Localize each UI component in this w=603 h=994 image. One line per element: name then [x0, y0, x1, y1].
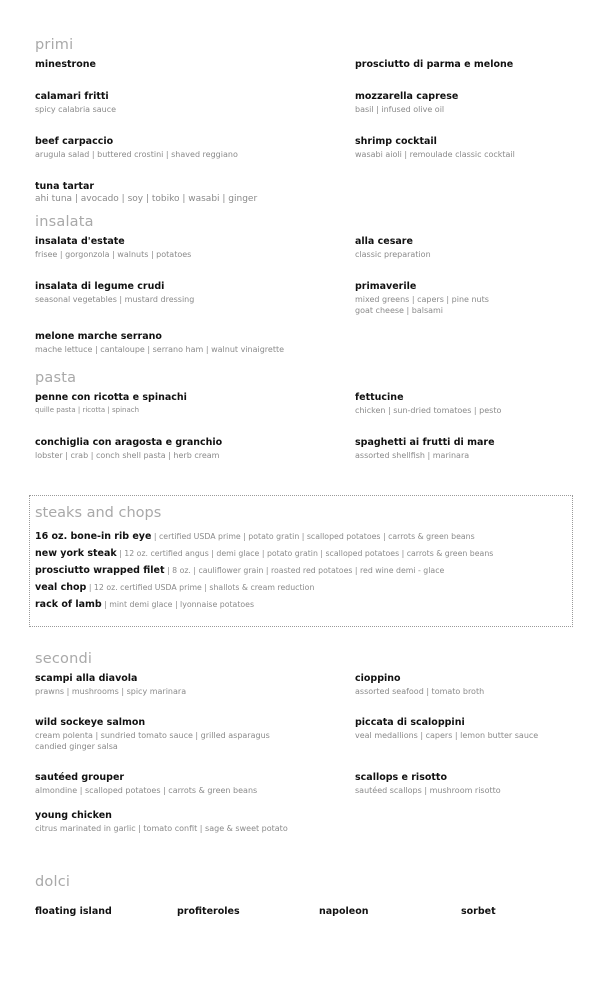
- section-title-steaks: steaks and chops: [35, 505, 162, 521]
- item-name: piccata di scaloppini: [355, 717, 465, 728]
- menu-item-shrimp-cocktail: [355, 136, 595, 160]
- item-description: almondine | scalloped potatoes | carrots & green beans: [35, 786, 258, 795]
- item-name: tuna tartar: [35, 181, 95, 192]
- item-name: melone marche serrano: [35, 331, 162, 342]
- menu-item-alla-cesare: [355, 236, 595, 260]
- menu-item-ribeye: [35, 528, 475, 543]
- menu-item-grouper: [35, 772, 275, 796]
- item-description: frisee | gorgonzola | walnuts | potatoes: [35, 250, 192, 259]
- section-title-dolci: dolci: [35, 874, 71, 890]
- item-name: prosciutto wrapped filet: [35, 565, 165, 576]
- menu-item-piccata: [355, 717, 595, 741]
- menu-item-prosciutto-filet: [35, 562, 444, 577]
- menu-item-calamari: [35, 91, 275, 115]
- item-name: scallops e risotto: [355, 772, 447, 783]
- item-name: new york steak: [35, 548, 117, 559]
- menu-item-primaverile: [355, 281, 595, 316]
- item-name: rack of lamb: [35, 599, 102, 610]
- menu-item-insalata-estate: [35, 236, 275, 260]
- item-name: fettucine: [355, 392, 404, 403]
- section-title-secondi: secondi: [35, 651, 93, 667]
- item-description: arugula salad | buttered crostini | shaved reggiano: [35, 150, 238, 159]
- item-description: | 12 oz. certified angus | demi glace | potato gratin | scalloped potatoes | carrots & green beans: [116, 549, 494, 558]
- item-description: wasabi aioli | remoulade classic cocktail: [355, 150, 515, 159]
- dolci-item: floating island: [35, 906, 112, 917]
- item-description: spicy calabria sauce: [35, 105, 117, 114]
- menu-item-young-chicken: [35, 810, 288, 834]
- item-description: seasonal vegetables | mustard dressing: [35, 295, 195, 304]
- menu-item-conchiglia: [35, 437, 275, 461]
- item-description: citrus marinated in garlic | tomato confit | sage & sweet potato: [35, 824, 288, 833]
- item-description: chicken | sun-dried tomatoes | pesto: [355, 406, 502, 415]
- menu-item-salmon: [35, 717, 275, 752]
- item-name: sautéed grouper: [35, 772, 125, 783]
- item-description: prawns | mushrooms | spicy marinara: [35, 687, 187, 696]
- item-name: alla cesare: [355, 236, 413, 247]
- menu-item-cioppino: [355, 673, 595, 697]
- item-name: cioppino: [355, 673, 401, 684]
- item-description: quille pasta | ricotta | spinach: [35, 406, 140, 414]
- menu-item-mozzarella: [355, 91, 595, 115]
- item-name: 16 oz. bone-in rib eye: [35, 531, 152, 542]
- item-name: calamari fritti: [35, 91, 109, 102]
- menu-item-scallops: [355, 772, 595, 796]
- menu-item-new-york-steak: [35, 545, 493, 560]
- item-name: primaverile: [355, 281, 417, 292]
- item-description: assorted shellfish | marinara: [355, 451, 470, 460]
- menu-item-penne: [35, 392, 275, 416]
- item-description: ahi tuna | avocado | soy | tobiko | wasabi | ginger: [35, 194, 258, 204]
- item-description: mache lettuce | cantaloupe | serrano ham | walnut vinaigrette: [35, 345, 285, 354]
- menu-item-prosciutto-melone: [355, 59, 595, 71]
- item-description-line2: goat cheese | balsami: [355, 306, 444, 315]
- item-name: young chicken: [35, 810, 112, 821]
- item-description: veal medallions | capers | lemon butter sauce: [355, 731, 539, 740]
- item-name: minestrone: [35, 59, 96, 70]
- item-name: veal chop: [35, 582, 87, 593]
- item-name: beef carpaccio: [35, 136, 114, 147]
- item-name: wild sockeye salmon: [35, 717, 146, 728]
- item-name: insalata di legume crudi: [35, 281, 165, 292]
- menu-item-fettucine: [355, 392, 595, 416]
- dolci-item: sorbet: [461, 906, 496, 917]
- item-description-line2: candied ginger salsa: [35, 742, 118, 751]
- menu-item-carpaccio: [35, 136, 275, 160]
- dolci-item: profiteroles: [177, 906, 240, 917]
- item-name: penne con ricotta e spinachi: [35, 392, 187, 403]
- item-description: | 8 oz. | cauliflower grain | roasted red potatoes | red wine demi - glace: [164, 566, 445, 575]
- item-description: lobster | crab | conch shell pasta | herb cream: [35, 451, 220, 460]
- item-description: cream polenta | sundried tomato sauce | grilled asparagus: [35, 731, 270, 740]
- menu-item-tuna-tartar: [35, 181, 275, 205]
- item-name: spaghetti ai frutti di mare: [355, 437, 495, 448]
- menu-item-rack-of-lamb: [35, 596, 254, 611]
- item-description: mixed greens | capers | pine nuts: [355, 295, 489, 304]
- item-description: sautéed scallops | mushroom risotto: [355, 786, 501, 795]
- section-title-insalata: insalata: [35, 214, 94, 230]
- item-name: conchiglia con aragosta e granchio: [35, 437, 223, 448]
- menu-item-legume-crudi: [35, 281, 275, 305]
- section-title-pasta: pasta: [35, 370, 77, 386]
- menu-item-minestrone: [35, 59, 275, 71]
- item-description: assorted seafood | tomato broth: [355, 687, 485, 696]
- item-description: | mint demi glace | lyonnaise potatoes: [101, 600, 255, 609]
- item-name: scampi alla diavola: [35, 673, 138, 684]
- menu-item-scampi: [35, 673, 275, 697]
- menu-item-veal-chop: [35, 579, 314, 594]
- item-description: basil | infused olive oil: [355, 105, 445, 114]
- item-name: insalata d'estate: [35, 236, 125, 247]
- item-name: mozzarella caprese: [355, 91, 459, 102]
- item-description: classic preparation: [355, 250, 431, 259]
- dolci-item: napoleon: [319, 906, 369, 917]
- item-name: shrimp cocktail: [355, 136, 437, 147]
- item-name: prosciutto di parma e melone: [355, 59, 514, 70]
- menu-item-melone-serrano: [35, 331, 285, 355]
- item-description: | certified USDA prime | potato gratin | scalloped potatoes | carrots & green beans: [151, 532, 475, 541]
- menu-item-spaghetti: [355, 437, 595, 461]
- item-description: | 12 oz. certified USDA prime | shallots & cream reduction: [86, 583, 315, 592]
- section-title-primi: primi: [35, 37, 74, 53]
